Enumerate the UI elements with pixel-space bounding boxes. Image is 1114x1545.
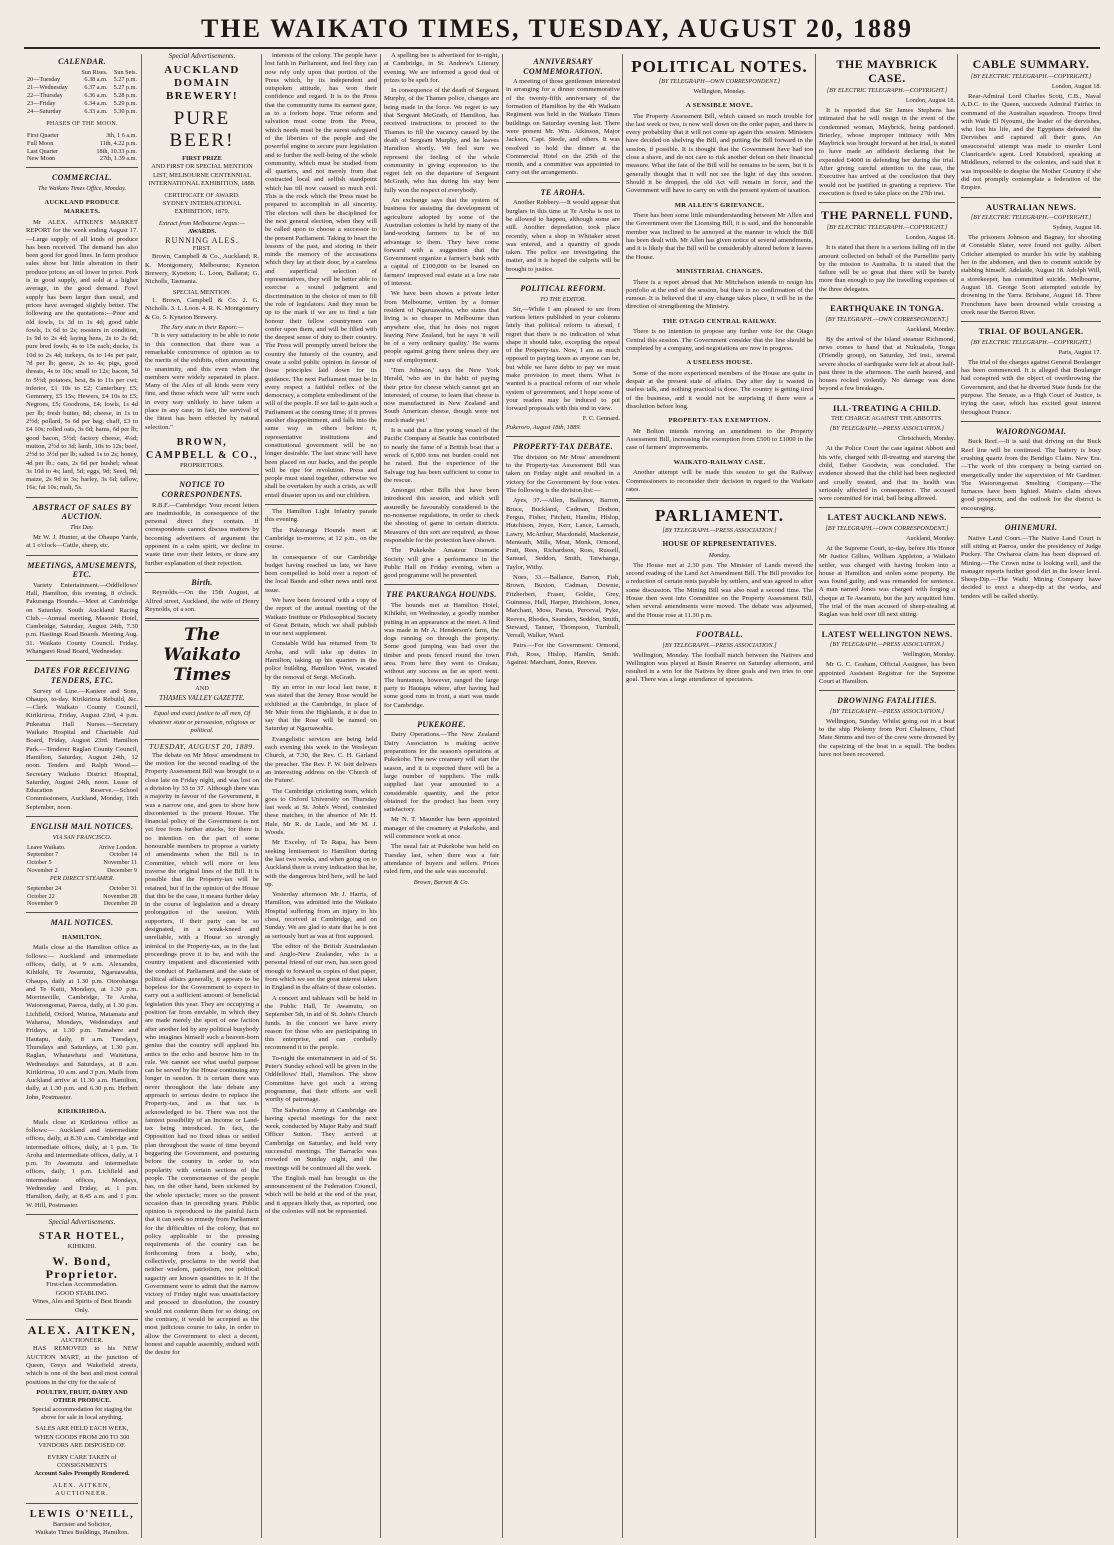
column-rule (380, 54, 381, 1538)
pukekohe-signature: Brown, Barrett & Co. (413, 878, 470, 886)
section-rule (961, 421, 1101, 422)
news-item: The Pukekohe Amateur Dramatic Society will give a performance in the Public Hall on Friday evening, when a good programme will be presented. (384, 547, 499, 580)
correspondents-text: R.B.F.—Cambridge: Your recent letters are inadmissible, in consequence of the personal direct they contain. If correspondents cannot discuss matters by becoming advertisers of argument the opponent in a calm spirit, we decline to waste time over their letters, or draw any further explanation of their rejection. (145, 501, 259, 567)
parnell-place: London, August 18. (905, 234, 955, 242)
section-rule (26, 497, 138, 498)
hounds-heading: THE PAKURANGA HOUNDS. (386, 590, 497, 600)
special-ads-heading: Special Advertisements. (168, 52, 236, 60)
political-notes-text: The Property Assessment Bill, which caused so much trouble for the last week or two, is now well down on the order paper, and there is every probability that it will not come up again this session. Ministers have decided on shelving the Bill, and putting the Bill forward in the session, if possible. It is thought that the Government have had too close a shave, and do not care to risk another defeat on their financial measure. What the fate of the Bill will be remains to be seen, but it is generally thought that it will not see the light of day this session. Should it be dropped, the old Act will remain in force, and the Government will have to carry on with the present system of taxation. (626, 112, 813, 195)
ohinemuri-text: Native Land Court.—The Native Land Court is still sitting at Paeroa, under the presidency of Judge Puckey. The Owharoa claim has been disposed of. Mining.—The Crown mine is looking well, and the manager reports further good dirt in the lower level. Sheep-Dip.—The Waihi Mining Company have decided to erect a sheep-dip at the works, and tenders will be called shortly. (961, 534, 1101, 600)
drowning-text: Wellington, Sunday. Whilst going out in a boat to the ship Ptolemy from Port Chalmers, Chief Mate Simms and two of the crew were drowned by the capsizing of the boat in a squall. The bodies have not been recovered. (819, 717, 955, 758)
division-pairs: Pairs.—For the Government: Ormond, Fish, Ross, Hislop, Hamlin, Smith. Against: Marchant, Jones, Reeves. (506, 642, 620, 666)
news-item: The editor of the British Australasian and Anglo-New Zealander, who is a personal friend of our own, has seen good enough to forward us copies of that paper, from which we see the great interest taken in England in the affairs of these colonies. (265, 942, 377, 992)
special-mention-list: 1. Brown, Campbell & Co. 2. G. Nicholls. 3. L. Loon. 4. R. K. Montgomery & Co. 5. Kyneton Brewery. (145, 297, 259, 321)
house-heading: HOUSE OF REPRESENTATIVES. (662, 540, 777, 549)
lawyer-title: Barrister and Solicitor, (52, 1520, 112, 1528)
child-source: [BY TELEGRAPH.—PRESS ASSOCIATION.] (829, 425, 945, 433)
news-item: The Salvation Army at Cambridge are having special meetings for the next week, conducted by Major Raby and Staff Officer Sutton. They arrived at Cambridge on Saturday, and held very successful meetings. The Barracks was crowded on Sunday night, and the meetings will be continued all the week. (265, 1106, 377, 1172)
section-rule (145, 739, 259, 740)
column-6 (626, 52, 813, 1540)
australian-news-place: Sydney, August 18. (1052, 224, 1101, 232)
political-notes-place: Wellington, Monday. (693, 88, 746, 95)
australian-news-heading: AUSTRALIAN NEWS. (985, 201, 1077, 212)
moon-phase-row: First Quarter 3th, 1 6 a.m. (27, 131, 137, 139)
prize-detail: AND FIRST OR SPECIAL MENTION LIST, MELBOURNE CENTENNIAL INTERNATIONAL EXHIBITION, 1888. (148, 163, 256, 188)
section-rule (626, 624, 813, 625)
pukekohe-text: Dairy Operations.—The New Zealand Dairy Association is making active preparations for the season's operations at Pukekohe. The new creamery will start the season, and it is expected there will be a large number of suppliers. The milk supplied last year amounted to a considerable quantity, and the price obtained for the product has been very satisfactory. (384, 731, 499, 814)
mail-col: Arrive London. (98, 843, 137, 851)
calendar-col: Sun Rises. (81, 68, 108, 76)
english-mails-direct: PER DIRECT STEAMER. (49, 874, 115, 882)
column-8 (961, 52, 1101, 1540)
te-aroha-heading: TE AROHA. (540, 187, 586, 197)
tonga-place: Auckland, Monday. (906, 325, 955, 333)
section-rule (26, 660, 138, 661)
auctioneer-account: Account Sales Promptly Rendered. (34, 1470, 130, 1478)
mail-row: October 5 November 11 (27, 859, 137, 867)
boulanger-place: Paris, August 17. (1058, 348, 1101, 356)
column-1 (26, 52, 138, 1540)
cable-summary-source: [BY ELECTRIC TELEGRAPH.—COPYRIGHT.] (970, 73, 1092, 80)
news-item: Constable Wild has returned from Te Aroha, and will take up duties in Hamilton, taking up his quarters in the police building, Hamilton West, vacated by the removal of Sergt. McGrath. (265, 640, 377, 681)
hotel-feature: Wines, Ales and Spirits of Best Brands Only. (32, 1298, 132, 1314)
news-item: An exchange says that the system of business for assisting the development of agriculture adopted by some of the Australian colonies is held by many of the land-working farmers to be of no advantage to them. They have come forward with a suggestion that the Government organize a farmer's bank with a capital of £100,000 to be loaned on farmers' improved real estate at a low rate of interest. (384, 197, 499, 288)
pukekohe-fair: The usual fair at Pukekohe was held on Tuesday last, when there was a fair attendance of buyers and sellers. Prices ruled firm, and the sale was successful. (384, 843, 499, 876)
drowning-source: [BY TELEGRAPH.—PRESS ASSOCIATION.] (829, 707, 945, 715)
paper-masthead: The Waikato Times (163, 625, 241, 686)
auctioneer-signature: ALEX. AITKEN, AUCTIONEER. (52, 1481, 112, 1498)
section-rule (26, 816, 138, 817)
waiorongomai-text: Buck Reef.—It is said that driving on the Buck Reef line will be continued. The battery is busy crushing quartz from the Bendigo Claim. New Era.—The work of this company is being carried on energetically under the supervision of Mr Gardiner. The Waiorongomai Smelting Company.—The furnaces have been lighted. Main's claim shows good prospects, and the outlook for the district is encouraging. (961, 438, 1101, 512)
lawyer-name: LEWIS O'NEILL, (29, 1508, 135, 1520)
news-item: We have been shown a private letter from Melbourne, written by a former resident of Ngaruawahia, who states that living is so cheaper in Melbourne than anywhere else, that he does not regret leaving New Zealand, but he says 'it will be of a very ordinary quality.' He warns people against going there unless they are sure of employment. (384, 290, 499, 364)
political-notes-text: There has been some little misunderstanding between Mr Allen and the Government over the Licensing Bill, it is said, and the honourable member was inclined to be annoyed at the manner in which the Bill has been dealt with. Mr Allen has given notice of several amendments, and it is likely that the Bill will be considerably altered before it leaves the House. (626, 212, 813, 261)
calendar-row: 23—Friday 6.34 a.m. 5.29 p.m. (27, 99, 137, 107)
child-subhead: THE CHARGE AGAINST THE ABBOTTS. (831, 415, 943, 423)
political-notes-subhead: A USELESS HOUSE. (686, 359, 753, 367)
auctioneer-name: ALEX. AITKEN, (27, 1322, 137, 1337)
english-mails-table (26, 844, 138, 875)
moon-phase-row: Last Quarter 18th, 10.33 p.m. (27, 147, 137, 155)
column-4 (384, 52, 499, 1540)
section-rule (819, 202, 955, 203)
section-rule (265, 504, 377, 505)
tenders-heading: DATES FOR RECEIVING TENDERS, ETC. (34, 666, 130, 685)
mail-row: September 7 October 14 (27, 851, 137, 859)
auctioneer-staging: Special accommodation for staging the above for sale in local anything. (32, 1405, 132, 1422)
auctioneer-produce: POULTRY, FRUIT, DAIRY AND OTHER PRODUCE. (36, 1388, 128, 1405)
political-notes-text: There is no intention to propose any further vote for the Otago Central this session. The Government consider that the line should be completed by a company, and negotiations are now in progress. (626, 328, 813, 352)
political-notes-subhead: THE OTAGO CENTRAL RAILWAY. (662, 317, 777, 325)
auckland-news-heading: LATEST AUCKLAND NEWS. (827, 512, 947, 523)
hounds-text: The hounds met at Hamilton Hotel, Kihikihi, on Wednesday, a goodly number putting in an appearance at the meet. A find was made in Mr A. Henderson's farm, the dogs running on through the property. Some good jumping was had over the timber and posts fenced round the town area. From here they went to Orakau, without any success as far as sport went. The huntsmen, however, ranged the large party to Hautapu where, after having had some good runs in front, a start was made for Cambridge. (384, 602, 499, 709)
column-rule (141, 54, 142, 1538)
section-rule (626, 498, 813, 501)
section-rule (26, 167, 138, 168)
football-text: Wellington, Monday. The football match between the Natives and Wellington was played at Basin Reserve on Saturday afternoon, and resulted in a win for the Natives by three goals and two tries to one goal. There was a large attendance of spectators. (626, 651, 813, 684)
calendar-col: Sun Sets. (113, 68, 137, 76)
english-mails-heading: ENGLISH MAIL NOTICES. (30, 822, 134, 832)
hotel-feature: First-class Accommodation. (46, 1281, 118, 1289)
jury-quote: "It is very satisfactory to be able to note in this connection that there was a remarkable concurrence of opinion as to the merits of the exhibits, often amounting to unanimity, and this even when the members were widely separated in place. Many of the Ales of all kinds were very fine, and those which were 'all' were such in every way unlikely to have taken a place in any case; in fact, the survival of the fittest has been effected by natural selection." (145, 332, 259, 431)
parliament-source: [BY TELEGRAPH.—PRESS ASSOCIATION.] (662, 527, 777, 535)
meetings-heading: MEETINGS, AMUSEMENTS, ETC. (27, 560, 137, 580)
column-3 (265, 52, 377, 1540)
boulanger-heading: TRIAL OF BOULANGER. (978, 326, 1084, 337)
birth-heading: Birth. (191, 577, 213, 587)
football-source: [BY TELEGRAPH.—PRESS ASSOCIATION.] (662, 641, 777, 649)
cable-summary-heading: CABLE SUMMARY. (972, 57, 1090, 71)
section-rule (819, 507, 955, 508)
hotel-feature: GOOD STABLING. (55, 1289, 109, 1297)
section-rule (26, 912, 138, 913)
hotel-proprietor: W. Bond, Proprietor. (45, 1254, 119, 1282)
political-reform-signature: F. C. Gennard. (582, 415, 620, 423)
news-item: In consequence of our Cambridge budget having reached us late, we have been compelled to hold over a report of the local Bands and other news until next issue. (265, 553, 377, 594)
lawyer-address: Waikato Times Buildings, Hamilton. (35, 1529, 129, 1537)
section-rule (506, 436, 620, 437)
news-item: 'Tom Johnson,' says the New York Herald, 'who are in the habit of paying their price for cheese which cannot get an interested, of course, to learn that cheese is now manufactured in New Zealand and South American cheese, though were not much made yet.' (384, 366, 499, 424)
awards-line: AWARDS. (187, 228, 217, 236)
sydney-line: SYDNEY INTERNATIONAL EXHIBITION, 1879. (162, 200, 242, 216)
news-item: The Hamilton Light Infantry parade this evening. (265, 508, 377, 524)
child-text: At the Police Court the case against Abbott and his wife, charged with ill-treating and starving the child, Esther Goodwin, was concluded. The evidence showed that the child had been neglected and cruelly treated, and that its health was seriously affected in consequence. The accused were committed for trial, bail being allowed. (819, 445, 955, 503)
political-notes-text: There is a report abroad that Mr Mitchelson intends to resign his portfolio at the end of the session, but there is no confirmation of the rumour. It is believed that if any change takes place, it will be in the direction of strengthening the Ministry. (626, 278, 813, 311)
column-7 (819, 52, 955, 1540)
section-rule (145, 706, 259, 707)
anniversary-text: A meeting of those gentlemen interested in arranging for a dinner commemorative of the twenty-fifth anniversary of the formation of Hamilton by the 4th Waikato Regiment was held in the Waikato Times buildings on Saturday evening last. There were present Mr. Wm. Atkinson, Major Jackson, Capt. Steele, and others. It was resolved to hold the dinner at the Commercial Hotel on the 25th of the month, and a committee was appointed to carry out the arrangements. (506, 78, 620, 177)
auctioneer-text: HAS REMOVED to his NEW AUCTION MART, at the junction of Queen, Greys and Wakefield streets, which is one of the best and most central positions in the city for the sale of (26, 1345, 138, 1386)
auckland-news-text: At the Supreme Court, to-day, before His Honor Mr Justice Gillies, William Appleton, a Waikato settler, was charged with having broken into a house at Hamilton and stolen some property. He was found guilty, and was remanded for sentence. A man named Jones was charged with forging a cheque at Te Awamutu, but the jury acquitted him. The trial of the man accused of sheep-stealing at Raglan was held over till next sitting. (819, 544, 955, 619)
mail-notices-heading: MAIL NOTICES. (50, 918, 114, 928)
english-mails-table-2 (26, 885, 138, 908)
market-report-text: Mr ALEX. AITKEN'S MARKET REPORT for the week ending August 17.—Large supply of all kinds of produce has been received. The demand has also been good for good lines. In farm produce sales show but little alteration in their produce prices; an oil lower in price. Pork is in good supply, and sold at a higher average, in the good demand. Fowl supply has been larger than usual, and prices have averaged slightly better. The following are the quotations:—Poor and old fowls, 1s 3d to 1s 4d; good table fowls, 1s 6d to 2s; roosters in condition, 1s 9d to 2s 4d; laying hens, 2s to 2s 6d; pure bred fowls, 4s to 15s each; ducks, 1s 10d to 2s 4d; turkeys, 6s to 14s per pair, 7d per lb; geese, 2s to 4s; pigs, good threats, 4s to 10s; small to 12s; bacon, 5d to 5½d; potatoes, best, 8s to 11s per cwt; inferior, £1 10s to £2; Canterbury £5; Gemmery, £5 15s; Hewers, £4 10s to £5; Negroes, £5; Goodrons, £4; fowls, 1s 4d per lb; fresh butter, 8d; cheese, in 1s to 2½d; pollard, 5s 6d per bag; chaff, £3 to £4 10s; rolled oats, 3s 6d; hams, 6d per lb; good bacon, 5½d; factory cheese, 4¼d; mutton, 2½d to 3d; lamb, 10s to 12s; beef, 2½d to 3½d per lb; salted 1s to 2s; honey, 4d per lb.; oats, 2s 6d per bushel; wheat 3s 10d to 4s; lard, 5d; eggs, 9d; Seed, 9d; maize, 2s 9d to 3s; barley, 3s 6d; tallow, 16s; fat 10s; malt, 5s. (26, 218, 138, 492)
political-reform-date: Pukeroro, August 18th, 1889. (506, 423, 582, 431)
section-rule (26, 555, 138, 556)
section-rule (961, 197, 1101, 198)
pukekohe-heading: PUKEKOHE. (417, 719, 466, 729)
parnell-source: [BY ELECTRIC TELEGRAPH.—COPYRIGHT.] (826, 224, 948, 232)
column-rule (957, 54, 958, 1538)
section-rule (26, 1503, 138, 1504)
masthead-and: AND (195, 685, 209, 693)
masthead-title: THE WAIKATO TIMES, TUESDAY, AUGUST 20, 1889 (201, 14, 913, 43)
wellington-news-heading: LATEST WELLINGTON NEWS. (821, 628, 953, 639)
brewery-name: AUCKLAND DOMAIN BREWERY! (164, 64, 240, 102)
parliament-text: The House met at 2.30 p.m. The Minister of Lands moved the second reading of the Land Act Amendment Bill. The Bill provides for a reduction of certain rents payable by settlers, and was agreed to after some discussion. The Mining Bill was also read a second time. The House then went into Committee on the Property Assessment Bill, when several amendments were moved. The debate was adjourned, and the House rose at 11.30 p.m. (626, 561, 813, 619)
parliament-day: Monday. (708, 551, 731, 559)
masthead (0, 0, 1114, 52)
maybrick-text: It is reported that Sir James Stephens has intimated that he will resign in the event of the condemned woman, Maybrick, being pardoned. Brierley, whose improper intimacy with Mrs Maybrick was brought forward at her trial, is stated to have made an affidavit declaring that he expended £4000 in defending her during the trial. After giving careful attention to the case, the Executive has arrived at the conclusion that they would not be justified in granting a reprieve. The execution is fixed to take place on the 27th inst. (819, 107, 955, 197)
auctioneer-sales: SALES ARE HELD EACH WEEK, WHEN GOODS FROM 200 TO 300 VENDORS ARE DISPOSED OF. (34, 1425, 130, 1450)
mail-notices-text: Mails close at the Hamilton office as follows:— Auckland and intermediate offices, daily, at 9 a.m. Alexandra, Kihikihi, Te Awamutu, Ngaruawahia, Ohaupo, daily at 1.30 p.m. Otorohanga and Te Kuiti, Mondays, at 1.30 p.m. Morrinsville, Cambridge, Te Aroha, Waiorongomai, Paeroa, daily, at 1.30 p.m. Lichfield, Oxford, Waitoa, Matamata and Waharoa, Mondays, Wednesdays and Fridays, at 1.30 p.m. Tamahere and Hautapu, daily, 8 a.m. Tuesdays, Thursdays and Saturdays, at 1.30 p.m. Raglan, Whatawhata and Waitetuna, Wednesdays and Saturdays, at 8 a.m. Kirikiriroa, 10 a.m. and 3 p.m. Mails from Auckland arrive at 11.30 a.m. Hamilton, daily, at 1.30 p.m. and 6.30 p.m. Herbert John, Postmaster. (26, 944, 138, 1101)
english-mails-via: VIA SAN FRANCISCO. (52, 833, 112, 841)
drowning-heading: DROWNING FATALITIES. (837, 696, 937, 706)
section-rule (819, 690, 955, 691)
hotel-name: STAR HOTEL, (38, 1230, 126, 1242)
abstract-heading: ABSTRACT OF SALES BY AUCTION. (32, 502, 132, 522)
section-rule (819, 298, 955, 299)
boulanger-text: The trial of the charges against General Boulanger has been commenced. It is alleged that Boulanger had conspired with the object of overthrowing the Government, and that he diverted State funds for the purpose. The Senate, as a High Court of Justice, is trying the case, which has excited great interest throughout France. (961, 358, 1101, 416)
calendar-row: 20—Tuesday 6.38 a.m. 5.27 p.m. (27, 76, 137, 84)
boulanger-source: [BY ELECTRIC TELEGRAPH.—COPYRIGHT.] (970, 338, 1092, 346)
commercial-subheading: The Waikato Times Office, Monday. (37, 184, 127, 192)
political-reform-heading: POLITICAL REFORM. (520, 284, 606, 294)
jury-line: The Jury state in their Report:— (160, 323, 244, 331)
special-ads-heading: Special Advertisements. (48, 1217, 116, 1226)
parnell-heading: THE PARNELL FUND. (821, 208, 953, 223)
calendar-table (26, 69, 138, 116)
column-2 (145, 52, 259, 1540)
column-rule (502, 54, 503, 1538)
column-rule (815, 54, 816, 1538)
political-notes-subhead: PROPERTY-TAX EXEMPTION. (668, 417, 771, 425)
news-item: A spelling bee is advertised for to-night, at Cambridge, in St. Andrew's Literary evening. We are informed a good deal of prizes to be spelt for. (384, 52, 499, 84)
birth-text: Reynolds.—On the 15th August, at Alfred street, Auckland, the wife of Henry Reynolds, of a son. (145, 589, 259, 614)
political-notes-subhead: A SENSIBLE MOVE. (686, 102, 753, 109)
masthead-rule (24, 47, 1100, 49)
mail-row: October 22 November 28 (27, 892, 137, 900)
child-heading: ILL-TREATING A CHILD. (833, 402, 941, 413)
section-rule (26, 1319, 138, 1320)
waiorongomai-heading: WAIORONGOMAI. (995, 426, 1067, 436)
produce-markets-heading: AUCKLAND PRODUCE MARKETS. (44, 198, 120, 216)
parliament-heading: PARLIAMENT. (655, 506, 784, 526)
pukekohe-manager: Mr N. T. Maunder has been appointed manager of the creamery at Pukekohe, and will commence work at once. (384, 816, 499, 841)
mail-row: September 24 October 31 (27, 884, 137, 892)
cable-summary-place: London, August 18. (1051, 83, 1101, 90)
first-line: FIRST. (192, 245, 212, 253)
masthead-gazette: THAMES VALLEY GAZETTE. (159, 693, 245, 702)
section-rule (26, 1214, 138, 1215)
prize-line: FIRST PRIZE (182, 155, 222, 162)
property-tax-text: The division on Mr Moss' amendment to the Property-tax Assessment Bill was taken on Friday night and resulted in a victory for the Government by four votes. The following is the division list:— (506, 453, 620, 495)
leader-dateline: TUESDAY, AUGUST 20, 1889. (149, 742, 255, 752)
political-reform-to: TO THE EDITOR. (539, 295, 586, 303)
section-rule (961, 321, 1101, 322)
column-rule (261, 54, 262, 1538)
political-notes-subhead: WAIKATO-RAILWAY CASE. (673, 458, 766, 466)
australian-news-source: [BY ELECTRIC TELEGRAPH.—COPYRIGHT.] (970, 214, 1092, 222)
tonga-heading: EARTHQUAKE IN TONGA. (830, 303, 944, 314)
auckland-news-place: Auckland, Monday. (906, 534, 955, 542)
child-place: Christchurch, Monday. (898, 435, 955, 443)
mail-place-hamilton: HAMILTON. (62, 933, 102, 941)
news-item: In consequence of the death of Sergeant Murphy, of the Thames police, changes are being made in the force. We regret to say that Sergeant McGrath, of Hamilton, has received instructions to proceed to the Thames to fill the vacancy caused by the death of Sergeant Murphy, and he leaves Hamilton shortly. We feel sure we represent the feeling of the whole community in giving expression to the regret felt on the departure of Sergeant McGrath, who has during his stay here fully won the respect of everybody. (384, 87, 499, 194)
leader-continued: interests of the colony. The people have lost faith in Parliament, and feel they can now rely only upon that portion of the Press which, by its independent and outspoken attitude, has won their confidence and regard. It is to the Press that the community turns its earnest gaze, as to a forlorn hope. True reform and salvation must come from the Press, which needs must be the surest safeguard of the liberties of the people and the powerful engine to secure pure legislation and to further the well-being of the whole community, which must be studied from all quarters, and not merely from that contracted local and selfish standpoint which has till now caused so much evil. This is the rock which the Press must be prepared to accomplish in all sincerity. The electors will then be disciplined for the next general election, when they will be called upon to choose a successor to the present Parliament. Taking to heart the lessons of the past, and storing in their minds the memory of the accusations which they lay at their door, by a careless and superficial selection of representatives, they will be better able to exercise a sound judgment and discrimination in the choice of men to fill the role of legislators. And they must be up to the mark if we are to find a fair honour their fellow countrymen can confer upon them, and will be filled with the deepest sense of duty to their country. The Press will promptly unveil before the country the futurely of the country, and create a solid public opinion in favour of those principles laid down for its guidance. The next Parliament must be in every respect a faithful reflex of the democracy, a complete embodiment of the will of the people. If we fail to gain such a Parliament at the coming time; if it proves another disappointment, and falls into the same way as others before it, representative institutions and constitutional government will be no longer desirable. The last straw will have been placed on our backs, and the people will be ripe for revolution. Press and people must stand together, otherwise we shall be overtaken by such a crisis, as will entail disaster upon us and our children. (265, 52, 377, 499)
proprietor-label: PROPRIETORS. (179, 461, 225, 469)
mail-col: Leave Waikato. (27, 843, 66, 851)
section-rule (384, 584, 499, 585)
section-rule (145, 572, 259, 573)
mail-place-kirikiriroa: KIRIKIRIROA. (57, 1108, 107, 1116)
political-notes-source: [BY TELEGRAPH—OWN CORRESPONDENT.] (658, 78, 781, 85)
tonga-source: [BY TELEGRAPH.—OWN CORRESPONDENT.] (825, 315, 949, 323)
first-list: Brown, Campbell & Co., Auckland; R. K. Montgomery, Melbourne; Kyneton Brewery, Kyneton; L. Loon, Ballarat; G. Nicholls, Tasmania. (145, 253, 259, 286)
anniversary-heading: ANNIVERSARY COMMEMORATION. (523, 57, 603, 76)
auctioneer-title: AUCTIONEER. (60, 1336, 104, 1344)
section-rule (384, 714, 499, 715)
news-item: The Cambridge cricketing team, which goes to Oxford University on Thursday last week at St. John's Wood, contested these matches, in the absence of Mr H. Hale, Mr R. de Laule, and Mr M. J. Woods. (265, 787, 377, 837)
ohinemuri-heading: OHINEMURI. (1004, 523, 1058, 533)
mail-row: November 2 December 9 (27, 867, 137, 874)
news-item: It is said that a fine young vessel of the Pacific Company at Seattle has contributed to nearly the fame of a British boat that a wreck of 6,000 tons net burden could not be raised. But the experience of the Salvage tug has been sufficient to come to the rescue. (384, 427, 499, 484)
news-item: Evangelistic services are being held each evening this week in the Wesleyan Church, at 7.30, the Rev. C. H. Garland the preacher. The Rev. F. W. Isitt delivers an interesting address on the 'Church of the Future'. (265, 735, 377, 785)
wellington-news-source: [BY TELEGRAPH.—PRESS ASSOCIATION.] (829, 641, 945, 649)
pure-beer-headline: PURE BEER! (169, 108, 235, 151)
news-item: The English mail has brought us the announcement of the Federation Council, which will be held at the end of the year, and it appears likely that, as reported, one of the colonies will not be represented. (265, 1174, 377, 1216)
political-notes-subhead: MR ALLEN'S GRIEVANCE. (674, 201, 765, 209)
maybrick-source: [BY ELECTRIC TELEGRAPH.—COPYRIGHT.] (826, 87, 948, 94)
wellington-news-place: Wellington, Monday. (902, 651, 955, 659)
section-rule (506, 278, 620, 279)
moon-phase-row: Full Moon 11th, 4.22 p.m. (27, 139, 137, 147)
news-item: We have been favoured with a copy of the report of the annual meeting of the Waikato Institute or Philosophical Society of Great Britain, which we shall publish in our next supplement. (265, 597, 377, 638)
section-rule (819, 624, 955, 625)
political-notes-text: Another attempt will be made this session to get the Railway Commissioners to reconsider their decision in regard to the Waikato rates. (626, 469, 813, 493)
running-ales-line: RUNNING ALES. (165, 235, 239, 245)
cable-summary-text: Rear-Admiral Lord Charles Scott, C.B., Naval A.D.C. to the Queen, succeeds Admiral Fairfax in command of the Australian squadron. Troops fired with Wade El Nyoumi, the leader of the dervishes, who lost his life, and the Egyptians defeated the Dervishes and captured all their guns. An unsuccessful attempt was made to murder Lord Clanricarde's agent. Lord Knutsford, speaking at Middlesex, referred to the colonies, and said that it was impossible to despise the Mother Country if she did not promptly contemplate a federation of the Empire. (961, 93, 1101, 192)
news-item: By an error in our local last issue, it was stated that the Jersey Rose would be exhibited at the Cambridge, in place of Mr Muir from the Highlands, it is due to say that the Rose will be named on Saturday at Ngaruawahia. (265, 683, 377, 733)
political-reform-text: Sir,—While I am pleased to see from various letters published in your columns lately that political reform is abroad, I regret that there is no indication of what shape it should take, excepting the repeal of the Property-tax. Now, I am as much opposed to paying taxes as anyone can be, but while we have debts to pay we must make provision to meet them. What is wanted is a practical reform of our whole system of government, and I hope some of your readers may be induced to put forward proposals with this end in view. (506, 305, 620, 413)
division-ayes: Ayes, 37.—Allen, Ballance, Barron, Bruce, Buckland, Cadman, Dodson, Fergus, Fisher, Fitchett, Hamlin, Hislop, Hutchison, Joyce, Kerr, Lance, Larnach, Lawry, McArthur, Macdonald, Mackenzie, Menteath, Mills, Moat, Monk, Ormond, Pratt, Rees, Richardson, Ross, Russell, Samuel, Seddon, Smith, Taiwhanga, Taylor, Withy. (506, 497, 620, 571)
abstract-text: Mr W. J. Hunter, at the Ohaupo Yards, at 1 o'clock—Cattle, sheep, etc. (26, 533, 138, 550)
column-5 (506, 52, 620, 1540)
section-rule (819, 398, 955, 399)
commercial-heading: COMMERCIAL. (52, 173, 112, 183)
extract-line: Extract from Melbourne Argus:— (158, 219, 246, 227)
news-item: Amongst other Bills that have been introduced this session, and which will assuredly be favourably considered is the no-nonsense regulations, in order to check the shooting of game in certain districts. Measures of this sort are required, as those responsible for the protection have shown. (384, 487, 499, 544)
calendar-row: 21—Wednesday 6.37 a.m. 5.27 p.m. (27, 84, 137, 92)
meetings-text: Variety Entertainment.—Oddfellows' Hall, Hamilton, this evening, 8 o'clock. Pakuranga Hounds.—Meet at Cambridge on Saturday. South Auckland Racing Club.—Annual meeting, Masonic Hotel, Cambridge, Saturday, August 24th, 7.30 p.m. Hastings Road Boards. Meeting Aug. 31. Waikato County Council. Friday. Whangarei Road Board, Wednesday. (26, 581, 138, 656)
section-rule (145, 618, 259, 621)
calendar-heading: CALENDAR. (58, 57, 106, 66)
news-item: A concert and tableaux will be held in the Public Hall, Te Awamutu, on September 5th, in aid of St. John's Church funds. In the concert we have every reason for those who are participating in this enterprise, and can cordially recommend it to the people. (265, 994, 377, 1052)
news-item: The Pakuranga Hounds meet at Cambridge to-morrow, at 12 p.m., on the course. (265, 526, 377, 551)
moon-phases-heading: PHASES OF THE MOON. (46, 121, 118, 128)
mail-notices-text-2: Mails close at Kirikiriroa office as follows:— Auckland and intermediate offices, daily, at 8.30 a.m. Cambridge and intermediate offices, daily, at 1 p.m. Te Aroha and intermediate offices, daily, at 1 p.m. To Awamutu and intermediate offices, daily, 1 p.m. Lichfield and intermediate offices, Mondays, Wednesday and Friday, at 1 p.m. Hamilton, daily, at 8.45 a.m. and 1 p.m. W. Hill, Postmaster. (26, 1118, 138, 1209)
australian-news-text: The prisoners Johnson and Bagnay, for shooting at Constable Slater, were found not guilty. Albert Critcher attempted to murder his wife by stabbing her in the abdomen, and then to commit suicide by stabbing himself. Adelaide, August 18. Adolph Will, a storekeeper, has committed suicide. Melbourne, August 18. George Scott attempted suicide by drowning in the Yarra. Brisbane, August 18. Three Frenchmen have been drowned while crossing a creek near the Barron River. (961, 234, 1101, 316)
calendar-row: 24—Saturday 6.33 a.m. 5.30 p.m. (27, 107, 137, 115)
political-notes-text: Mr Bolton intends moving an amendment to the Property Assessment Bill, increasing the exemption from £500 to £1000 in the case of farmers' improvements. (626, 427, 813, 452)
division-noes: Noes, 33.—Ballance, Barron, Fish, Brown, Buxton, Cadman, Downie, Fitzherbert, Fraser, Goldie, Grey, Guinness, Hall, Harper, Hutchison, Jones, Marchant, Moss, Parata, Perceval, Pyke, Reeves, Rhodes, Saunders, Seddon, Smith, Steward, Tanner, Thompson, Turnbull, Verrall, Walker, Ward. (506, 574, 620, 640)
maybrick-place: London, August 18. (905, 97, 955, 104)
auckland-news-source: [BY TELEGRAPH.—OWN CORRESPONDENT.] (825, 524, 949, 532)
certificate-line: CERTIFICATE OF AWARD. (164, 191, 240, 199)
special-mention-line: SPECIAL MENTION. (172, 288, 232, 296)
news-item: To-night the entertainment in aid of St. Peter's Sunday school will be given in the Oddfellows' Hall, Hamilton. The show Committee have got such a strong programme, that their efforts are well worthy of patronage. (265, 1054, 377, 1104)
auctioneer-care: EVERY CARE TAKEN of CONSIGNMENTS (47, 1453, 117, 1470)
column-rule (622, 54, 623, 1538)
parnell-text: It is stated that there is a serious falling off in the amount collected on behalf of the Parnellite party by the mission to Australia. It is stated that the failure will be so great that there will be barely more than enough to pay the travelling expenses of the three delegates. (819, 244, 955, 293)
wellington-news-text: Mr G. C. Graham, Official Assignee, has been appointed Assistant Registrar for the Supreme Court at Hamilton. (819, 661, 955, 685)
political-notes-heading: POLITICAL NOTES. (631, 57, 808, 76)
te-aroha-text: Another Robbery.—It would appear that burglars in this time at Te Aroha is not to be allowed to happen, although some are still. Another depredation took place recently, when a shop in Whitaker street was entered, and a quantity of goods taken. The police are investigating the matter, and it is hoped the culprits will be brought to justice. (506, 199, 620, 273)
mail-row: November 9 December 20 (27, 900, 137, 908)
moon-phases-table (26, 132, 138, 163)
masthead-motto: Equal and exact justice to all men, Of whatever state or persuasion, religious or political. (148, 710, 256, 734)
section-rule (145, 474, 259, 475)
property-tax-heading: PROPERTY-TAX DEBATE. (513, 442, 613, 452)
political-notes-subhead: MINISTERIAL CHANGES. (676, 267, 763, 275)
tonga-text: By the arrival of the Island steamer Richmond, news comes to hand that at Nukualofa, Tonga (Friendly group), on Saturday, 3rd inst., several severe shocks of earthquake were felt at about half-past three in the afternoon. The earth heaved, and houses rocked violently. No damage was done beyond a few breakages. (819, 335, 955, 393)
news-item: Mr Excelsy, of Te Rapa, has been seeking lentisement to Hamilton during the last two weeks, and when going on to Auckland there is every indication that he, with the dangerous bird here, will be laid up. (265, 839, 377, 888)
proprietor-name: BROWN, CAMPBELL & CO., (146, 436, 258, 461)
correspondents-heading: NOTICE TO CORRESPONDENTS. (161, 480, 243, 499)
political-notes-text: Some of the more experienced members of the House are quite in despair at the present state of affairs. Day after day is wasted in useless talk, and nothing practical is done. The country is getting tired of the business, and it would not be surprising if there were a dissolution before long. (626, 369, 813, 410)
news-item: Yesterday afternoon Mr J. Harris, of Hamilton, was admitted into the Waikato Hospital suffering from an injury to his chest, received at Cambridge, and on Sunday. We are glad to state that he is not as seriously hurt as was at first supposed. (265, 891, 377, 940)
abstract-day: This Day. (70, 523, 94, 531)
hotel-place: KIHIKIHI. (67, 1242, 97, 1250)
section-rule (961, 517, 1101, 518)
maybrick-heading: THE MAYBRICK CASE. (836, 57, 938, 85)
leader-text: The debate on Mr Moss' amendment to the motion for the second reading of the Property Assessment Bill was brought to a close late on Friday night, and was lost on a division by 33 to 37. Although there was a majority in favour of the Government, it was a narrow one, and goes to show how discontented is the present House. The financial policy of the Government is not yet free from further attacks, for there is no intention on the part of some honourable members to propose a variety of amendments when the Bill is in Committee, which will more or less traverse the original lines of the Bill. It is possible that the Property-tax will be retained, but if in the opinion of the House that this be the case, it means further delay in the course of legislation and a dreary prolongation of the session. With supporters, if their party can be so designated, in a weak-kneed and unreliable, with a House so strongly inimical to the Property-tax, as in the last proceedings prove it to be, and with the country impatient and discontented with the conduct of Parliament and the state of political affairs generally, it appears to be hopeless for the Government to expect to carry out a sufficient amount of beneficial legislation this year. They are occupying a position far from enviable, in which they are made merely the sport of one faction after another led by any political busybody who imagines himself such a heaven-born genius that the country will applaud his antics to the echo and besrow him to its rule. We cannot see what useful purpose can be served by the House continuing any longer in session. It is certain there was never throughout the late debate any approach to serious desire to replace the Property-tax, and as that tax is acknowledged to be. There was not the faintest possibility of an Income or Land-tax being introduced. In fact, the Opposition had no fixed ideas or settled plan throughout the waste of time beyond beggaring the Government, and posturing before the country in order to win popularity with certain sections of the people. The commonsense of the people has, on the other hand, been sickened by the whole spectacle; more so the present occasion than in preceding years. Public opinion is reproduced to the painful facts that it can seek no remedy from Parliament for the difficulties of the colony, that no policy applicable to the pressing requirements of the country can be forthcoming from a body, who, collectively, proclaims to the world that neither wisdom, patriotism, nor political sagacity are known quantities to it. If the Government were to admit that the narrow victory of Friday night was unsatisfactory and proceed to dissolution, the country would not condemn them for so doing; on the contrary, it would be accepted as the most judicious course to take, in order to allow the Government to elect a decent, honest and capable assembly, endued with the desire for (145, 751, 259, 1357)
tenders-text: Survey of Line.—Kaniere and Sons, Ohaupo, to-day. Kirikiriroa Rebuild, &c.—Clerk Waikato County Council, Kirikiriroa, Friday, August 23rd, 4 p.m. Pukeatua Hall Nurses.—Secretary Waikato Hospital and Charitable Aid Board, Friday, August 23rd. Hamilton Park.—Tenderer Raglan County Council, Hamilton, Saturday, August 24th, 12 noon. Tenders and Ralph Wood.—Secretary Waikato District Hospital, Saturday, August 24th, noon. Lease of Education Reserve.—School Commissioners, Auckland, Monday, 16th September, noon. (26, 687, 138, 811)
moon-phase-row: New Moon 27th, 1.39 a.m. (27, 155, 137, 163)
calendar-row: 22—Thursday 6.36 a.m. 5.28 p.m. (27, 91, 137, 99)
section-rule (506, 182, 620, 183)
football-heading: FOOTBALL. (696, 629, 743, 639)
